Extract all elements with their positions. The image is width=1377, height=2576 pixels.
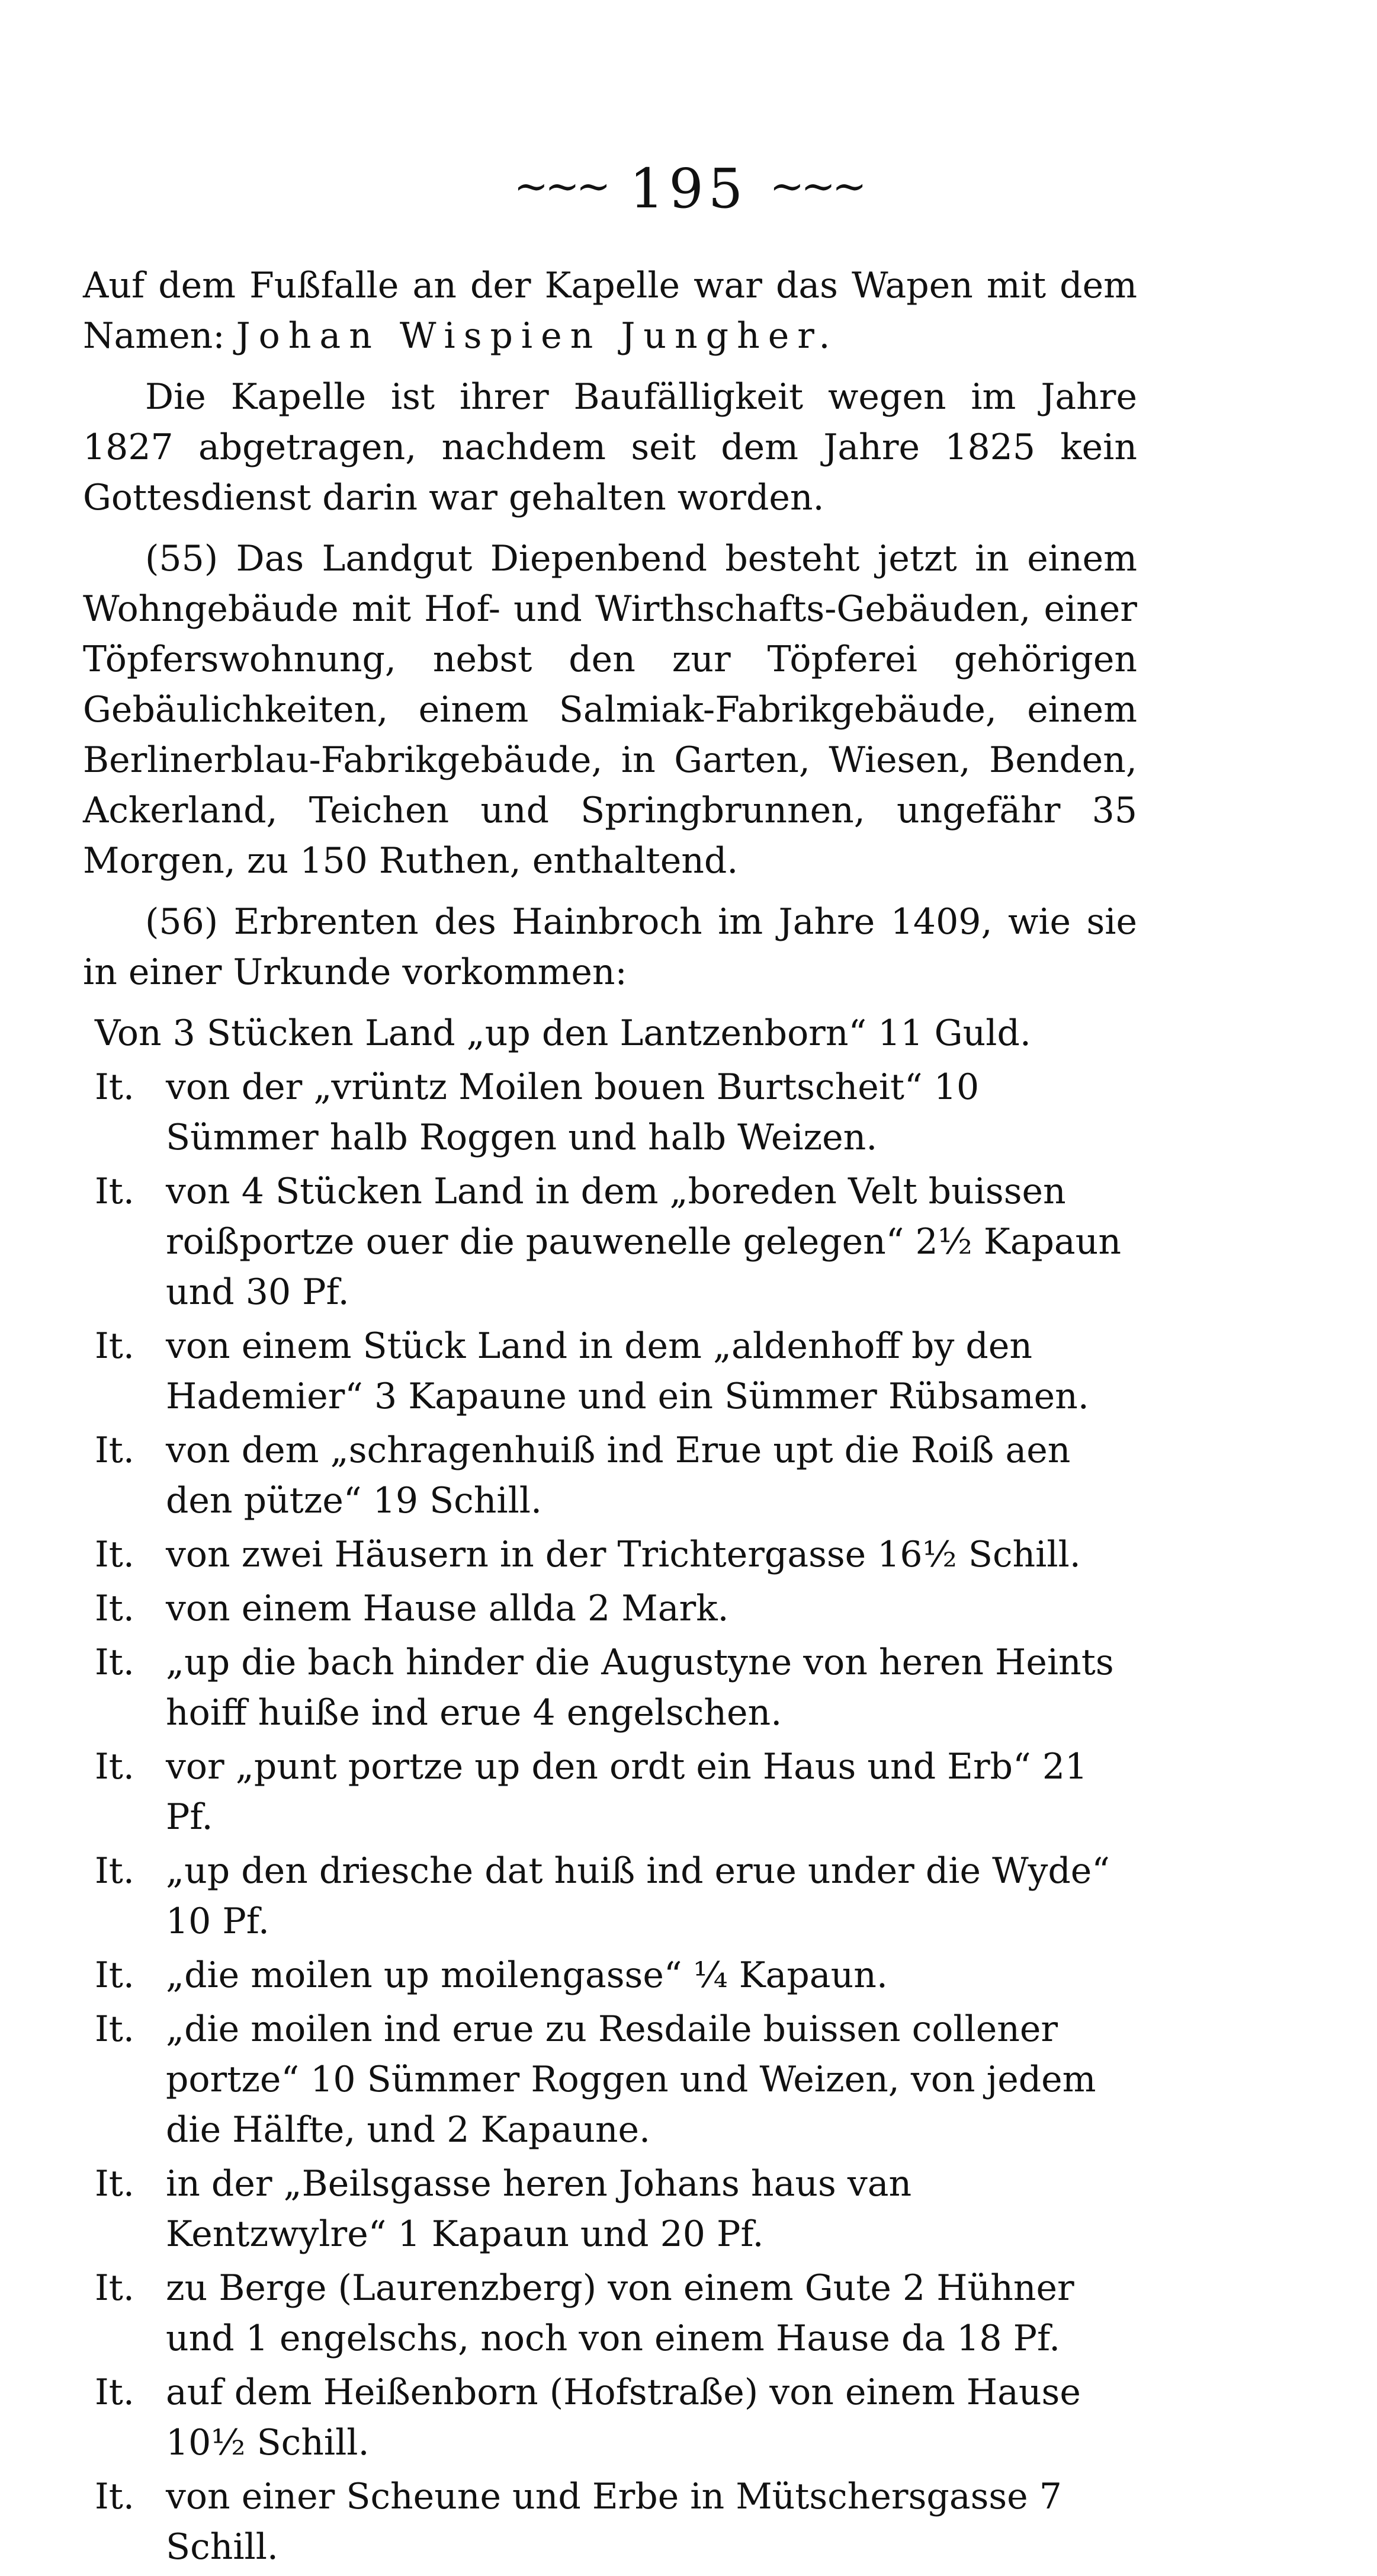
list-item: It. von 4 Stücken Land in dem „boreden Velt buissen roißportze ouer die pauwenelle gelegen“ 2½ Kapaun und 30 Pf. — [83, 1167, 1137, 1318]
paragraph-text: Die Kapelle ist ihrer Baufälligkeit wegen im Jahre 1827 abgetragen, nachdem seit dem Jahre 1825 kein Gottesdienst darin war gehalten worden. — [83, 376, 1137, 518]
list-item: It. „up die bach hinder die Augustyne von heren Heints hoiff huiße ind erue 4 engelschen. — [83, 1638, 1137, 1738]
inscription-name: Johan Wispien Jungher. — [236, 315, 839, 357]
item-label: It. — [95, 2267, 134, 2309]
header-ornament-right: ~~~ — [769, 162, 864, 210]
list-item: It. vor „punt portze up den ordt ein Haus und Erb“ 21 Pf. — [83, 1742, 1137, 1843]
list-item: It. von zwei Häusern in der Trichtergasse 16½ Schill. — [83, 1530, 1137, 1580]
item-label: It. — [95, 1850, 134, 1892]
list-item: It. auf dem Heißenborn (Hofstraße) von einem Hause 10½ Schill. — [83, 2367, 1137, 2468]
list-item: Von 3 Stücken Land „up den Lantzenborn“ 11 Guld. — [95, 1013, 1031, 1054]
page-number: 195 — [629, 157, 748, 220]
item-label: It. — [95, 1955, 134, 1996]
list-item: It. zu Berge (Laurenzberg) von einem Gute 2 Hühner und 1 engelschs, noch von einem Hause da 18 Pf. — [83, 2263, 1137, 2364]
list-item: It. „up den driesche dat huiß ind erue under die Wyde“ 10 Pf. — [83, 1846, 1137, 1947]
list-item: It. von dem „schragenhuiß ind Erue upt die Roiß aen den pütze“ 19 Schill. — [83, 1425, 1137, 1526]
item-label: It. — [95, 1066, 134, 1108]
paragraph-note-56 — [83, 897, 1137, 998]
list-item: It. von einem Hause allda 2 Mark. — [83, 1584, 1137, 1634]
list-item: It. von einer Scheune und Erbe in Mütschersgasse 7 Schill. — [83, 2472, 1137, 2572]
header-ornament-left: ~~~ — [513, 162, 608, 210]
item-label: It. — [95, 2163, 134, 2205]
item-label: It. — [95, 2008, 134, 2050]
list-item: It. „die moilen up moilengasse“ ¼ Kapaun. — [83, 1950, 1137, 2001]
item-label: It. — [95, 1588, 134, 1629]
item-label: It. — [95, 1642, 134, 1683]
item-label: It. — [95, 1534, 134, 1575]
paragraph-coat-of-arms — [83, 261, 1137, 361]
item-label: It. — [95, 1430, 134, 1471]
item-label: It. — [95, 1325, 134, 1367]
paragraph-chapel-demolition — [83, 372, 1137, 523]
list-item: It. von einem Stück Land in dem „aldenhoff by den Hademier“ 3 Kapaune und ein Sümmer Rübsamen. — [83, 1321, 1137, 1422]
paragraph-text: Auf dem Fußfalle an der Kapelle war das Wapen mit dem Namen: — [83, 265, 1137, 357]
list-item: It. von der „vrüntz Moilen bouen Burtscheit“ 10 Sümmer halb Roggen und halb Weizen. — [83, 1062, 1137, 1163]
paragraph-text: (56) Erbrenten des Hainbroch im Jahre 1409, wie sie in einer Urkunde vorkommen: — [83, 901, 1137, 993]
rent-list — [83, 1008, 1137, 2572]
list-item: It. in der „Beilsgasse heren Johans haus van Kentzwylre“ 1 Kapaun und 20 Pf. — [83, 2159, 1137, 2260]
list-item: It. „die moilen ind erue zu Resdaile buissen collener portze“ 10 Sümmer Roggen und Weizen, von jedem die Hälfte, und 2 Kapaune. — [83, 2004, 1137, 2155]
page-header — [0, 157, 1377, 220]
paragraph-text: (55) Das Landgut Diepenbend besteht jetzt in einem Wohngebäude mit Hof- und Wirthschafts-Gebäuden, einer Töpferswohnung, nebst den zur Töpferei gehörigen Gebäulichkeiten, einem Salmiak-Fabrikgebäude, einem Berlinerblau-Fabrikgebäude, in Garten, Wiesen, Benden, Ackerland, Teichen und Springbrunnen, ungefähr 35 Morgen, zu 150 Ruthen, enthaltend. — [83, 538, 1137, 882]
page-body — [83, 261, 1137, 2576]
item-label: It. — [95, 1746, 134, 1787]
item-label: It. — [95, 1171, 134, 1212]
item-label: It. — [95, 2372, 134, 2413]
item-label: It. — [95, 2476, 134, 2517]
paragraph-note-55 — [83, 534, 1137, 886]
